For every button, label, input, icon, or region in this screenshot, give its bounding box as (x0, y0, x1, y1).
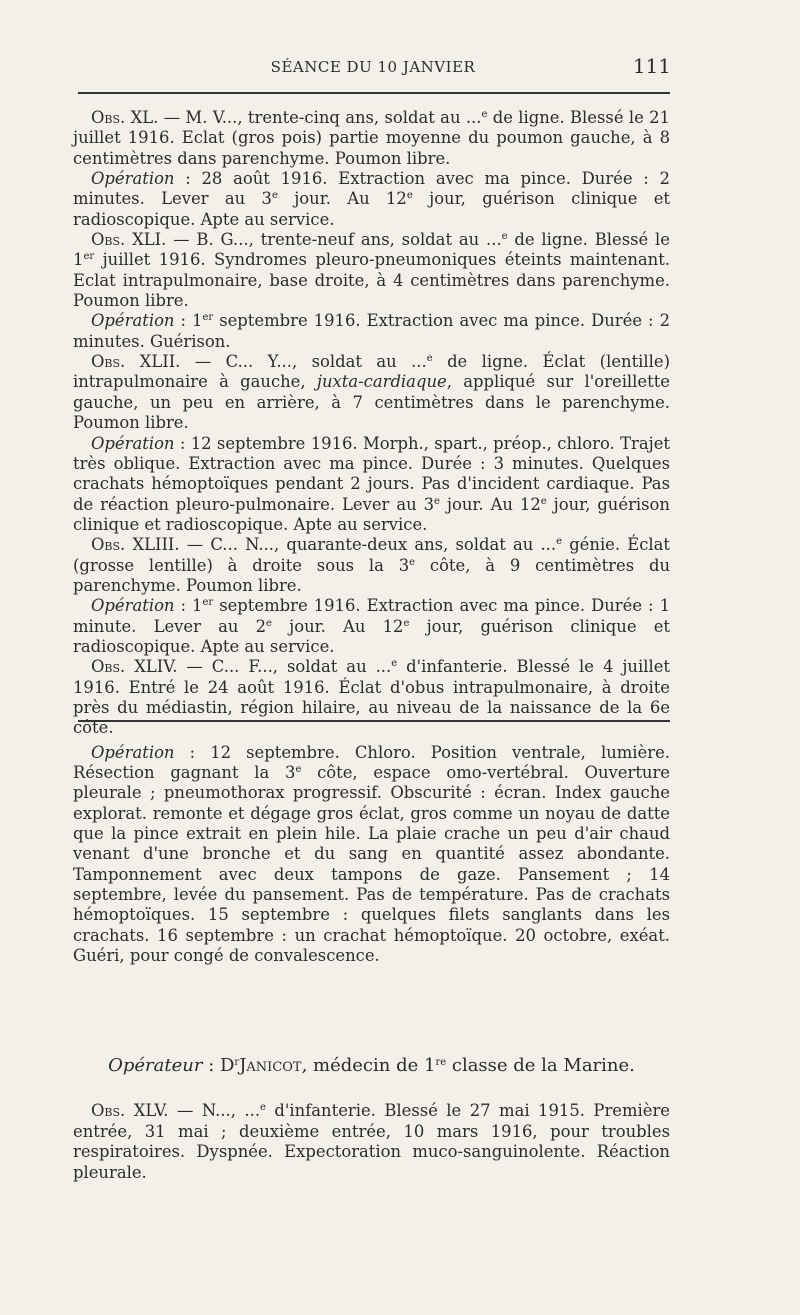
obs-44-paragraph: Obs. XLIV. — C... F..., soldat au ...$^e$ d'infanterie. Blessé le 4 juillet 1916. Entré le 24 août 1916. Éclat d'obus intrapulmonaire, à droite près du médiastin, région hilaire, au niveau de la naissance de la 6e côte. (73, 657, 670, 738)
obs-40-paragraph: Obs. XL. — M. V..., trente-cinq ans, soldat au ...$^e$ de ligne. Blessé le 21 juillet 1916. Eclat (gros pois) partie moyenne du poumon gauche, à 8 centimètres dans parenchyme. Poumon libre. (73, 108, 670, 168)
operator-name: Janicot (239, 1055, 302, 1076)
obs-45-paragraph: Obs. XLV. — N..., ...$^e$ d'infanterie. Blessé le 27 mai 1915. Première entrée, 31 mai ; deuxième entrée, 10 mars 1916, pour troubles respiratoires. Dyspnée. Expectoration muco-sanguinolente. Réaction pleurale. (73, 1101, 670, 1182)
section-rule (78, 720, 670, 722)
page-number: 111 (632, 54, 671, 78)
top-rule (78, 92, 670, 94)
operator-label: Opérateur (108, 1055, 203, 1076)
obs-42-paragraph: Obs. XLII. — C... Y..., soldat au ...$^e$ de ligne. Éclat (lentille) intrapulmonaire à gauche, juxta-cardiaque, appliqué sur l'oreillette gauche, un peu en arrière, à 7 centimètres dans le parenchyme. Poumon libre. (73, 352, 670, 433)
obs-label: Obs. XLIV. (91, 657, 178, 677)
obs-43-paragraph: Obs. XLIII. — C... N..., quarante-deux ans, soldat au ...$^e$ génie. Éclat (grosse lentille) à droite sous la 3e côte, à 9 centimètres du parenchyme. Poumon libre. (73, 535, 671, 595)
obs-42-operation: Opération : 12 septembre 1916. Morph., spart., préop., chloro. Trajet très oblique. Extraction avec ma pince. Durée : 3 minutes. Quelques crachats hémoptoïques pendant 2 jours. Pas d'incident cardiaque. Pas de réaction pleuro-pulmonaire. Lever au 3e jour. Au 12e jour, guérison clinique et radioscopique. Apte au service. (73, 433, 670, 534)
main-text (73, 108, 670, 966)
obs-40-operation: Opération : 28 août 1916. Extraction avec ma pince. Durée : 2 minutes. Lever au 3e jour. Au 12e jour, guérison clinique et radioscopique. Apte au service. (73, 169, 671, 229)
secondary-text (73, 1101, 670, 1183)
obs-43-operation: Opération : 1er septembre 1916. Extraction avec ma pince. Durée : 1 minute. Lever au 2e jour. Au 12e jour, guérison clinique et radioscopique. Apte au service. (73, 596, 670, 656)
obs-label: Obs. XLII. (91, 352, 181, 372)
obs-label: Obs. XLIII. (91, 535, 180, 555)
running-title: SÉANCE DU 10 JANVIER (270, 58, 476, 76)
obs-44-operation: Opération : 12 septembre. Chloro. Position ventrale, lumière. Résection gagnant la 3e côte, espace omo-vertébral. Ouverture pleurale ; pneumothorax progressif. Obscurité : écran. Index gauche explorat. remonte et dégage gros éclat, gros comme un noyau de datte que la pince extrait en plein hile. La plaie crache un peu d'air chaud venant d'une bronche et du sang en quantité assez abondante. Tamponnement avec deux tampons de gaze. Pansement ; 14 septembre, levée du pansement. Pas de température. Pas de crachats hémoptoïques. 15 septembre : quelques filets sanglants dans les crachats. 16 septembre : un crachat hémoptoïque. 20 octobre, exéat. Guéri, pour congé de convalescence. (73, 742, 671, 966)
running-header (75, 54, 671, 80)
obs-41-paragraph: Obs. XLI. — B. G..., trente-neuf ans, soldat au ...$^e$ de ligne. Blessé le 1er juillet 1916. Syndromes pleuro-pneumoniques éteints maintenant. Eclat intrapulmonaire, base droite, à 4 centimètres dans parenchyme. Poumon libre. (73, 230, 670, 311)
operation-label: Opération (91, 311, 175, 331)
obs-label: Obs. XLI. (91, 230, 167, 250)
operation-label: Opération (91, 433, 175, 453)
operation-label: Opération (91, 596, 175, 616)
obs-label: Obs. XL. (91, 108, 159, 127)
operator-heading: Opérateur : $D^rJanicot$, médecin de 1re classe de la Marine. (108, 1055, 635, 1076)
obs-41-operation: Opération : 1er septembre 1916. Extraction avec ma pince. Durée : 2 minutes. Guérison. (73, 311, 670, 351)
operation-label: Opération (91, 169, 175, 189)
operation-label: Opération (91, 742, 175, 762)
obs-label: Obs. XLV. (91, 1101, 169, 1120)
